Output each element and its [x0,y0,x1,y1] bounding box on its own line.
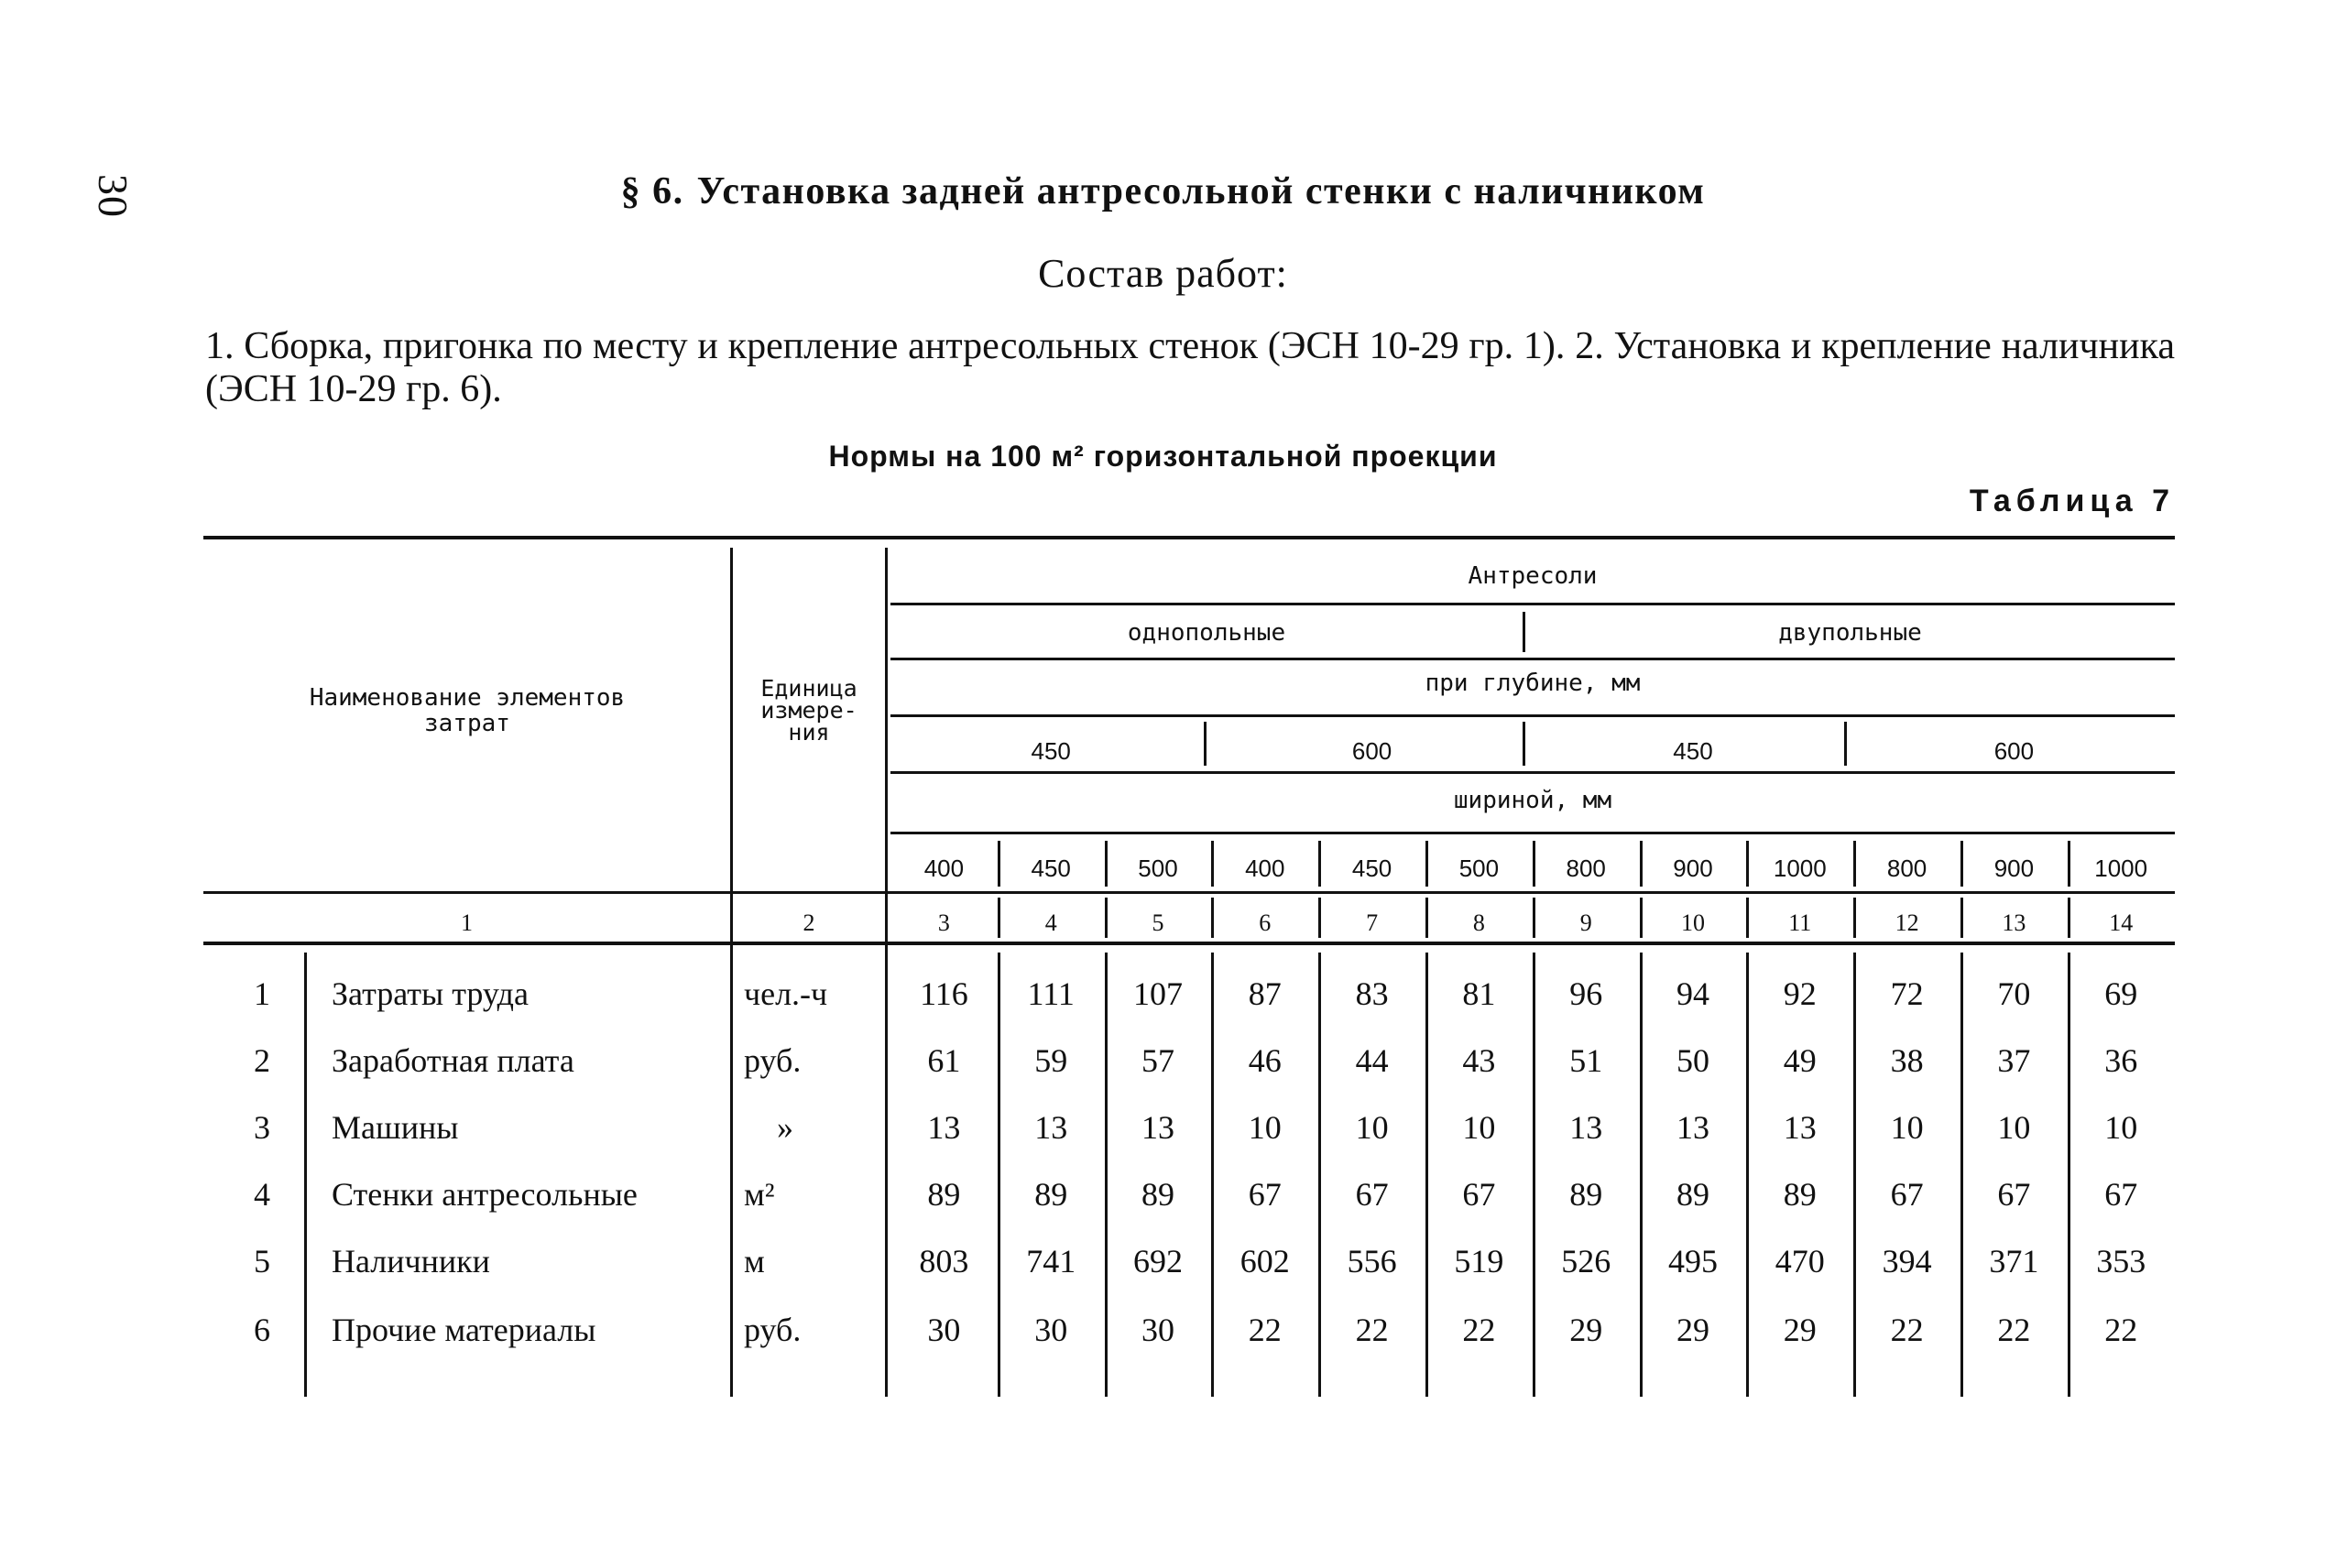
header-rule-2 [890,658,2175,660]
table-cell: 67 [2104,1176,2138,1213]
table-cell: 519 [1454,1243,1504,1279]
header-width-value: 900 [1993,855,2035,882]
table-cell: 30 [927,1312,961,1348]
table-cell: 43 [1462,1042,1496,1079]
table-cell: 13 [1034,1109,1068,1146]
row-name: Заработная плата [332,1042,574,1079]
table-cell: 10 [2104,1109,2138,1146]
column-number: 11 [1788,909,1812,936]
table-cell: 526 [1561,1243,1611,1279]
vline-rownum [304,953,307,1397]
column-number: 9 [1579,909,1592,936]
row-unit: руб. [744,1312,802,1348]
table-cell: 22 [1462,1312,1496,1348]
section-title [0,169,2326,213]
table-label: Таблица 7 [1969,484,2175,518]
table-cell: 30 [1034,1312,1068,1348]
column-number: 10 [1680,909,1705,936]
table-cell: 495 [1667,1243,1718,1279]
column-number: 4 [1044,909,1057,936]
table-cell: 692 [1132,1243,1183,1279]
row-number: 5 [254,1243,270,1279]
table-cell: 36 [2104,1042,2138,1079]
header-width-value: 1000 [1773,855,1827,882]
row-name: Затраты труда [332,975,529,1012]
table-cell: 89 [1569,1176,1603,1213]
page-number: 30 [90,174,137,218]
table-cell: 22 [1890,1312,1924,1348]
table-cell: 46 [1248,1042,1282,1079]
vline-unit-values [885,548,888,1397]
table-cell: 803 [919,1243,969,1279]
table-cell: 111 [1027,975,1075,1012]
column-number: 7 [1366,909,1379,936]
table-cell: 470 [1775,1243,1825,1279]
table-cell: 83 [1355,975,1389,1012]
column-number: 2 [803,909,815,936]
table-cell: 67 [1355,1176,1389,1213]
table-cell: 556 [1347,1243,1397,1279]
header-width-value: 900 [1673,855,1713,882]
column-number: 13 [2002,909,2026,936]
table-cell: 44 [1355,1042,1389,1079]
table-cell: 10 [1462,1109,1496,1146]
table-cell: 13 [1141,1109,1174,1146]
table-cell: 371 [1989,1243,2039,1279]
header-width-value: 800 [1886,855,1927,882]
table-cell: 67 [1997,1176,2031,1213]
table-cell: 89 [1783,1176,1817,1213]
row-unit: м [744,1243,765,1279]
row-number: 2 [254,1042,270,1079]
table-cell: 602 [1239,1243,1290,1279]
table-cell: 67 [1890,1176,1924,1213]
column-number: 12 [1895,909,1919,936]
table-cell: 67 [1248,1176,1282,1213]
table-cell: 741 [1026,1243,1076,1279]
column-number: 6 [1259,909,1272,936]
row-unit: чел.-ч [744,975,828,1012]
header-depth-value: 600 [1993,737,2035,765]
table-cell: 353 [2096,1243,2146,1279]
header-width-value: 400 [1245,855,1285,882]
table-cell: 10 [1997,1109,2031,1146]
table-cell: 87 [1248,975,1282,1012]
header-type-double: двупольные [1778,619,1922,647]
row-name: Машины [332,1109,459,1146]
table-cell: 69 [2104,975,2138,1012]
row-unit: » [777,1109,793,1146]
header-depth-value: 450 [1031,737,1071,765]
table-cell: 96 [1569,975,1603,1012]
column-number: 1 [461,909,473,936]
header-width-value: 800 [1566,855,1606,882]
table-cell: 49 [1783,1042,1817,1079]
table-cell: 89 [927,1176,961,1213]
table-cell: 29 [1783,1312,1817,1348]
header-width-label: шириной, мм [1453,787,1612,814]
works-description: 1. Сборка, пригонка по месту и крепление антресольных стенок (ЭСН 10-29 гр. 1). 2. Установка и крепление наличника (ЭСН 10-29 гр. 6). [205,325,2175,410]
header-rule-3 [890,714,2175,717]
table-cell: 29 [1569,1312,1603,1348]
row-unit: руб. [744,1042,802,1079]
table-cell: 61 [927,1042,961,1079]
table-cell: 30 [1141,1312,1174,1348]
works-heading: Состав работ: [1038,251,1288,296]
table-cell: 89 [1034,1176,1068,1213]
table-cell: 13 [1569,1109,1603,1146]
table-cell: 22 [1355,1312,1389,1348]
header-bottom-rule [203,942,2175,945]
header-width-value: 1000 [2094,855,2148,882]
table-cell: 50 [1676,1042,1709,1079]
header-width-value: 400 [923,855,965,882]
header-rule-6 [203,891,2175,894]
table-cell: 22 [2104,1312,2138,1348]
table-cell: 107 [1132,975,1183,1012]
header-name: Наименование элементов затрат [309,684,626,737]
section-number: § 6. [620,170,684,212]
row-name: Прочие материалы [332,1312,596,1348]
table-cell: 89 [1141,1176,1174,1213]
column-number: 8 [1472,909,1485,936]
norms-heading: Нормы на 100 м² горизонтальной проекции [828,440,1498,473]
table-cell: 57 [1141,1042,1174,1079]
table-cell: 22 [1248,1312,1282,1348]
row-number: 1 [254,975,270,1012]
header-group: Антресоли [1468,562,1598,590]
table-cell: 13 [1783,1109,1817,1146]
header-width-value: 500 [1458,855,1500,882]
table-cell: 70 [1997,975,2031,1012]
table-cell: 116 [920,975,968,1012]
table-cell: 72 [1890,975,1924,1012]
column-number: 5 [1152,909,1164,936]
column-number: 14 [2109,909,2134,936]
table-cell: 22 [1997,1312,2031,1348]
header-width-value: 450 [1031,855,1071,882]
table-cell: 94 [1676,975,1709,1012]
row-name: Наличники [332,1243,490,1279]
section-title-text: Установка задней антресольной стенки с наличником [696,170,1706,212]
table-top-rule [203,536,2175,539]
row-number: 6 [254,1312,270,1348]
table-cell: 89 [1676,1176,1709,1213]
table-cell: 10 [1248,1109,1282,1146]
table-cell: 92 [1783,975,1817,1012]
header-rule-5 [890,832,2175,834]
row-number: 3 [254,1109,270,1146]
table-cell: 59 [1034,1042,1068,1079]
header-depth-value: 600 [1351,737,1392,765]
table-cell: 29 [1676,1312,1709,1348]
header-depth-value: 450 [1673,737,1713,765]
table-cell: 81 [1462,975,1496,1012]
table-cell: 394 [1882,1243,1932,1279]
table-cell: 13 [927,1109,961,1146]
row-name: Стенки антресольные [332,1176,638,1213]
table-cell: 10 [1355,1109,1389,1146]
table-cell: 37 [1997,1042,2031,1079]
table-cell: 67 [1462,1176,1496,1213]
table-cell: 13 [1676,1109,1709,1146]
table-cell: 51 [1569,1042,1603,1079]
row-unit: м² [744,1176,775,1213]
row-number: 4 [254,1176,270,1213]
vline-name-unit [730,548,733,1397]
header-width-value: 500 [1138,855,1178,882]
table-cell: 38 [1890,1042,1924,1079]
header-rule-1 [890,603,2175,605]
header-rule-4 [890,771,2175,774]
column-number: 3 [937,909,950,936]
header-width-value: 450 [1351,855,1392,882]
header-type-single: однопольные [1127,619,1286,647]
header-unit: Единица измере-ния [760,675,857,746]
table-cell: 10 [1890,1109,1924,1146]
header-depth-label: при глубине, мм [1425,670,1641,697]
